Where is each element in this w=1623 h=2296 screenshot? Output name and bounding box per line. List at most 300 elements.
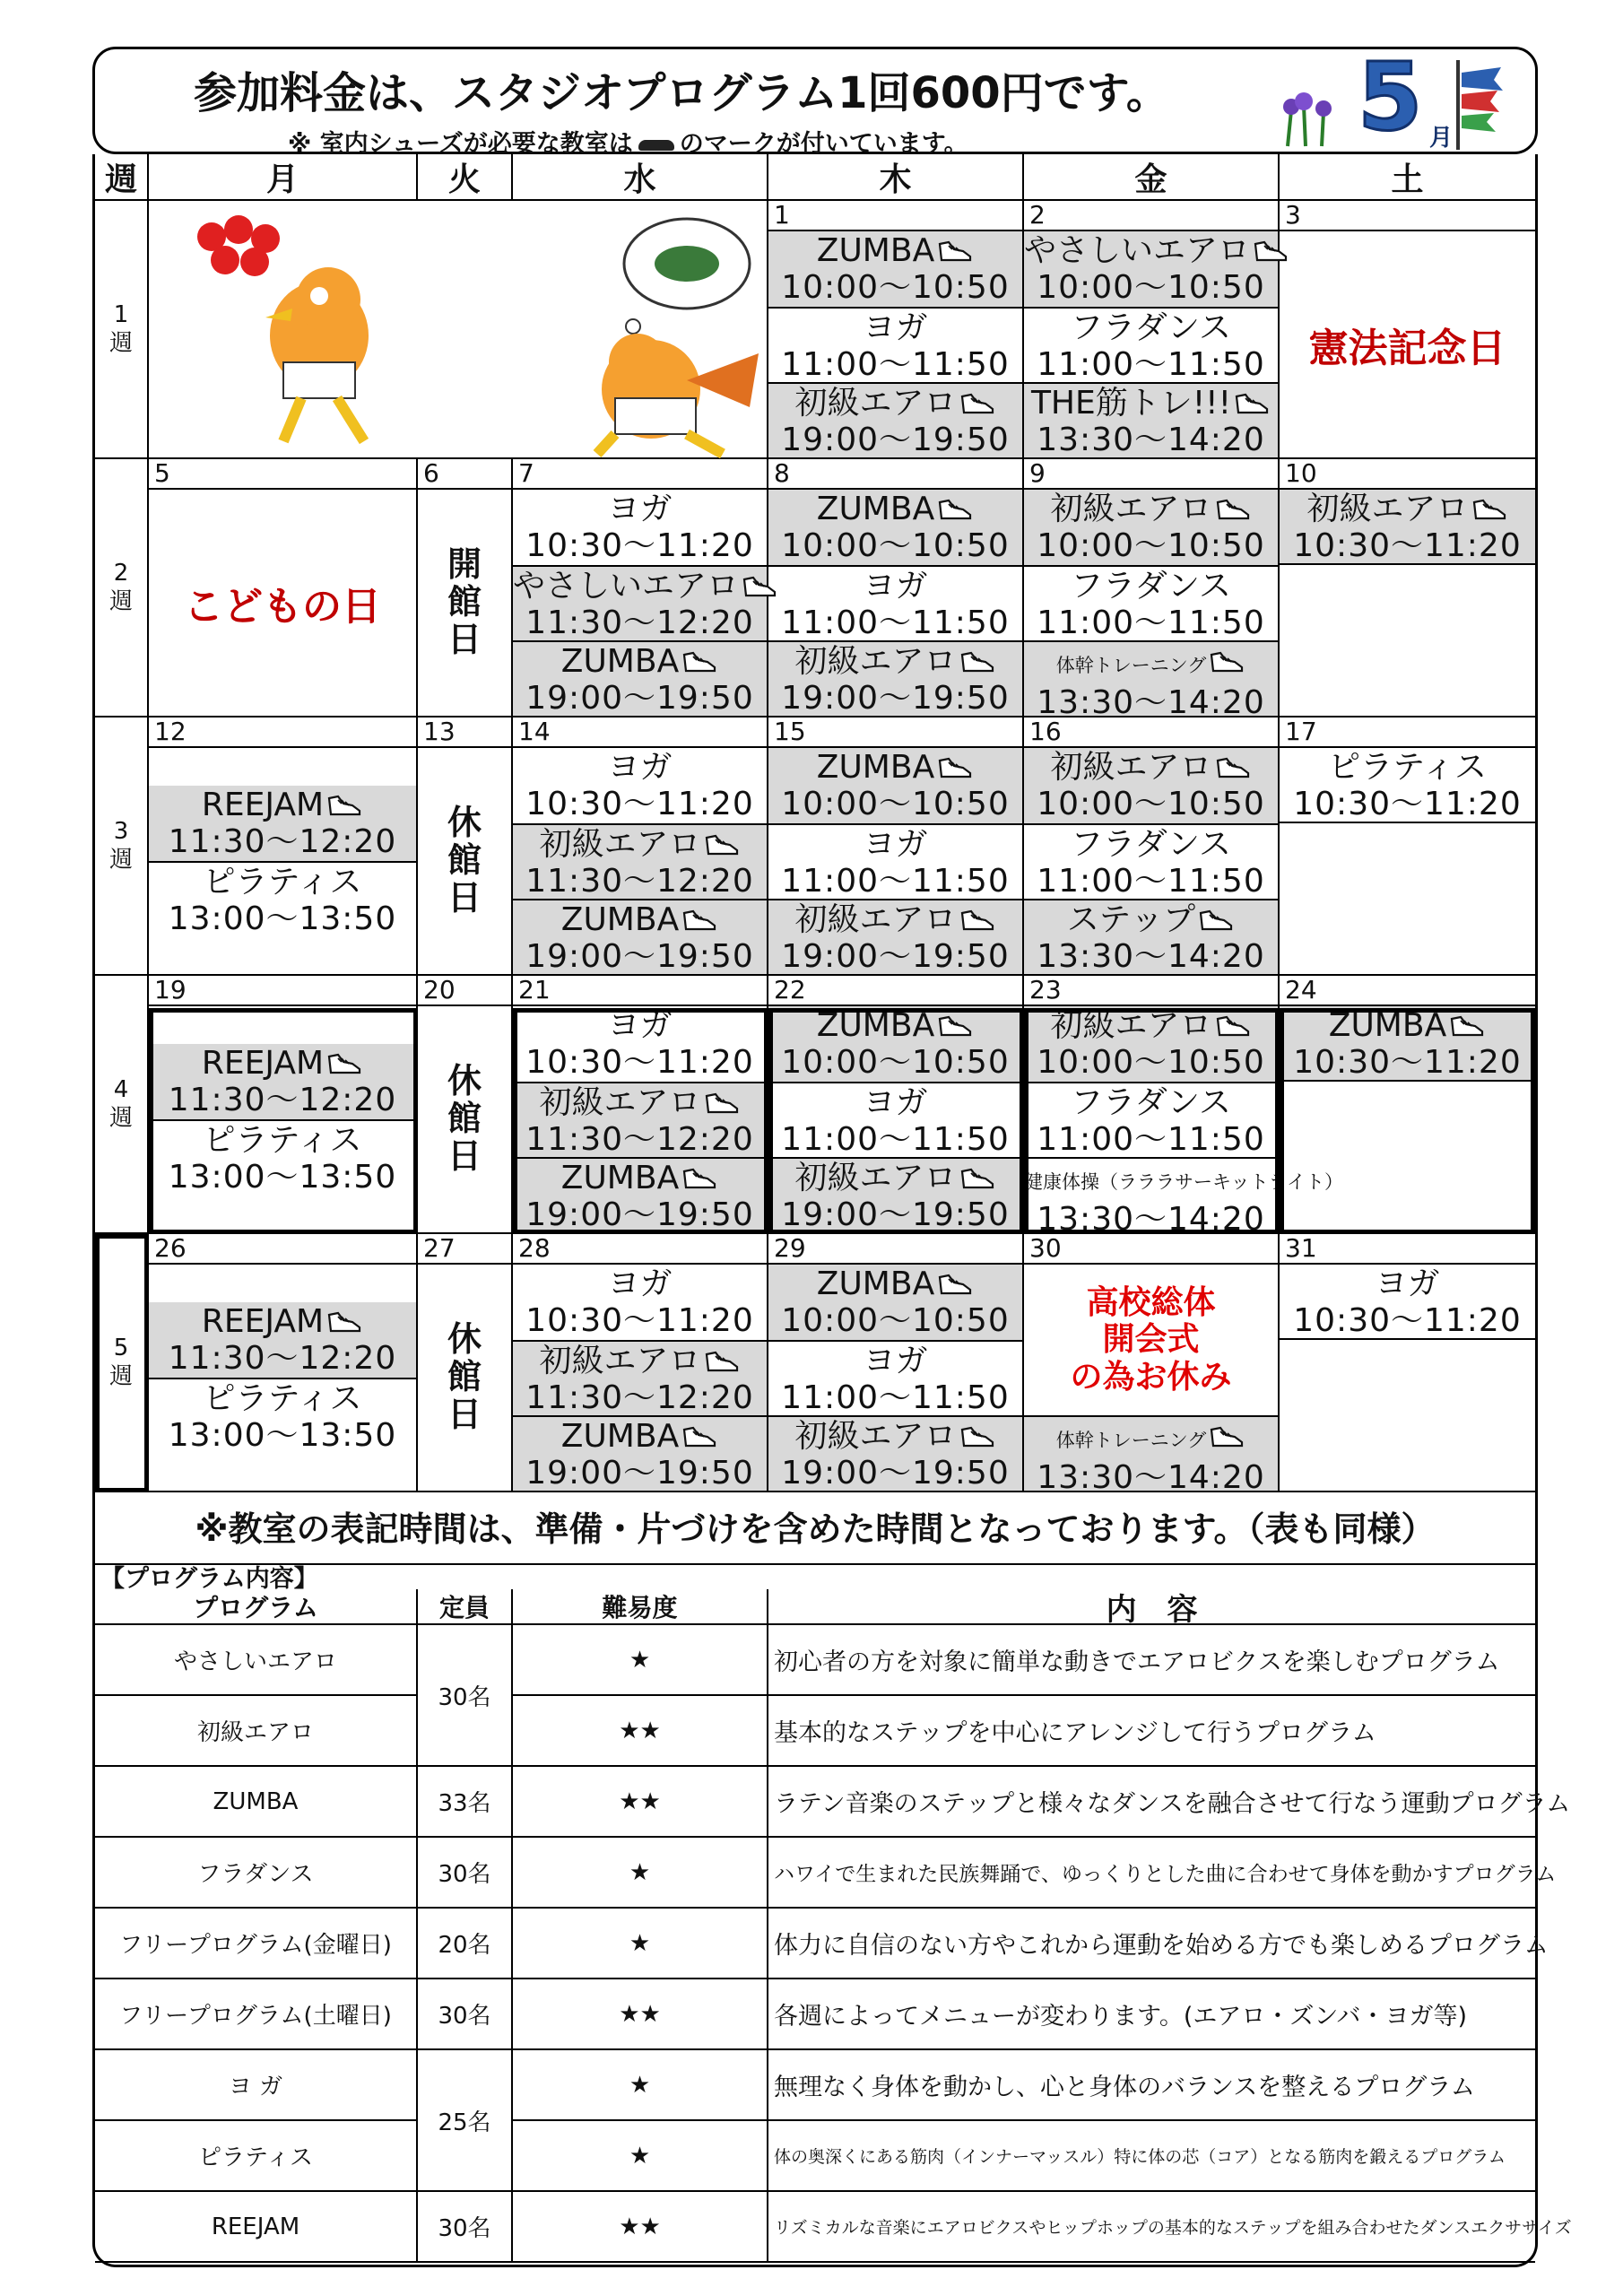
class-name-text: 初級エアロ [539,1084,701,1121]
class-name [149,1380,416,1417]
program-level: ★ [513,1838,768,1909]
class-name-text: 体幹トレーニング [1055,1430,1207,1451]
class-slot[interactable] [768,231,1022,307]
day-number: 30 [1024,1234,1278,1265]
class-name-text: フラダンス [1071,568,1231,604]
class-slot[interactable] [768,899,1022,974]
class-name-text: ステップ [1066,901,1196,938]
class-name [1280,749,1535,786]
day-cell-w4-tue [418,976,513,1234]
week-number: 4 [113,1075,129,1103]
class-slot[interactable] [768,1415,1022,1491]
week-unit: 週 [108,588,133,615]
day-number: 1 [768,201,1022,231]
class-name-text: 初級エアロ [539,1343,701,1379]
class-time: 11:00～11:50 [1037,346,1265,383]
class-name [1024,232,1278,269]
program-description: 無理なく身体を動かし、心と身体のバランスを整えるプログラム [768,2050,1535,2121]
closed-char: 休 [447,803,482,843]
week-unit: 週 [108,1105,133,1132]
class-name [513,1265,767,1302]
class-slot[interactable] [513,565,767,640]
day-number: 16 [1024,718,1278,748]
class-name-text: 初級エアロ [1050,491,1212,527]
day-body [768,1006,1022,1232]
week-label-3 [95,718,149,976]
class-slot[interactable] [149,1044,416,1119]
program-name: やさしいエアロ [95,1625,418,1696]
class-time: 10:30～11:20 [525,786,754,822]
indoor-shoe-icon [703,1349,741,1374]
program-level: ★ [513,2121,768,2192]
month-char: 月 [1429,125,1454,152]
program-description: 初心者の方を対象に簡単な動きでエアロビクスを楽しむプログラム [768,1625,1535,1696]
notice-line: の為お休み [1070,1358,1232,1396]
class-name [1024,1418,1278,1459]
month-number: 5 [1358,42,1423,152]
class-slot[interactable] [1024,231,1278,307]
class-time: 10:30～11:20 [1293,1044,1522,1081]
class-name-text: やさしいエアロ [513,568,740,604]
day-number: 7 [513,459,767,490]
class-slot[interactable] [768,1006,1022,1082]
day-cell-w3-sat [1280,718,1535,976]
closed-char: 館 [447,1357,482,1397]
class-time: 10:00～10:50 [1037,786,1265,822]
class-name [513,1007,767,1044]
class-name-text: 初級エアロ [1306,491,1469,527]
class-slot[interactable] [513,899,767,974]
day-body [1280,1006,1535,1232]
day-body [418,490,511,716]
day-body [1024,490,1278,721]
class-slot[interactable] [768,823,1022,899]
program-level: ★★ [513,1767,768,1838]
class-name-text: 体幹トレーニング [1055,655,1207,676]
class-name-text: ZUMBA [816,749,935,786]
program-description: リズミカルな音楽にエアロビクスやヒップホップの基本的なステップを組み合わせたダンスエクササイズ [768,2192,1535,2263]
indoor-shoe-icon [936,1013,974,1039]
class-time: 13:00～13:50 [168,900,397,937]
class-name-text: 初級エアロ [794,1418,957,1455]
class-slot[interactable] [513,1157,767,1232]
class-name-text: 健康体操（ラララサーキットライト） [1024,1171,1343,1193]
class-slot[interactable] [768,1340,1022,1415]
closed-char: 休 [447,1319,482,1360]
closed-char: 館 [447,840,482,881]
day-number: 8 [768,459,1022,490]
day-cell-w5-tue [418,1234,513,1492]
class-time: 13:30～14:20 [1037,1459,1265,1496]
class-time: 19:00～19:50 [525,680,754,717]
class-slot[interactable] [1280,1265,1535,1340]
class-time: 11:00～11:50 [781,346,1010,383]
page-title: 参加料金は、スタジオプログラム1回600円です。 [194,68,1169,118]
week-label-5 [95,1234,149,1492]
indoor-shoe-icon [681,1424,718,1449]
class-time: 11:30～12:20 [525,1379,754,1416]
class-name-text: ZUMBA [560,1160,680,1196]
class-slot[interactable] [1024,899,1278,974]
class-time: 19:00～19:50 [781,938,1010,975]
program-capacity: 30名 [418,1625,513,1767]
day-cell-w2-mon [149,459,418,718]
class-slot[interactable] [513,1006,767,1082]
shoe-note-suffix: のマークが付いています。 [679,130,968,158]
class-time: 13:30～14:20 [1037,422,1265,458]
class-slot[interactable] [1024,823,1278,899]
day-number: 27 [418,1234,511,1265]
class-slot[interactable] [768,1265,1022,1340]
class-slot[interactable] [1024,1006,1278,1082]
day-body [1280,490,1535,716]
class-name [768,1418,1022,1455]
col-header-6: 土 [1280,154,1535,201]
class-slot[interactable] [768,640,1022,716]
week-unit: 週 [108,1363,133,1390]
program-capacity: 25名 [418,2050,513,2192]
class-time: 10:00～10:50 [781,1302,1010,1339]
class-name [1280,1265,1535,1302]
closed-char: 日 [447,1135,482,1176]
class-slot[interactable] [768,382,1022,457]
class-name [149,787,416,823]
class-slot[interactable] [513,1415,767,1491]
indoor-shoe-icon [1208,1424,1245,1449]
program-level: ★★ [513,2192,768,2263]
day-cell-w5-sat [1280,1234,1535,1492]
class-time: 19:00～19:50 [781,1196,1010,1233]
class-name-text: 初級エアロ [1050,1007,1212,1044]
day-body [768,231,1022,457]
mascot-illustration [149,201,768,459]
class-name-text: 初級エアロ [794,385,957,422]
class-slot[interactable] [1024,382,1278,457]
class-time: 10:30～11:20 [1293,1302,1522,1339]
indoor-shoe-icon [325,793,363,818]
class-time: 10:00～10:50 [781,786,1010,822]
class-time: 11:00～11:50 [1037,863,1265,900]
class-slot[interactable] [768,565,1022,640]
class-name [1024,643,1278,684]
class-name [149,1122,416,1159]
class-name-text: フラダンス [1071,826,1231,863]
indoor-shoe-icon [1214,1013,1252,1039]
day-cell-w4-sat [1280,976,1535,1234]
day-body [149,490,416,716]
program-capacity: 30名 [418,1979,513,2050]
class-slot[interactable] [768,748,1022,823]
program-header-1: 定員 [418,1589,513,1625]
class-name-text: 初級エアロ [539,826,701,863]
closed-char: 日 [447,619,482,659]
indoor-shoe-icon [959,649,996,674]
closed-char: 日 [447,877,482,918]
program-header-2: 難易度 [513,1589,768,1625]
class-slot[interactable] [513,748,767,823]
class-name-text: ヨガ [863,1084,928,1121]
class-name [1024,309,1278,346]
program-capacity: 30名 [418,2192,513,2263]
class-name [768,491,1022,527]
class-name-text: 初級エアロ [794,643,957,680]
day-body [1024,748,1278,974]
day-cell-w5-fri [1024,1233,1280,1496]
class-name [1280,491,1535,527]
class-name [513,1084,767,1121]
class-time: 11:00～11:50 [781,1379,1010,1416]
class-name-text: ピラティス [203,864,362,900]
day-number: 3 [1280,201,1535,231]
class-time: 13:00～13:50 [168,1417,397,1454]
indoor-shoe-icon [703,832,741,857]
class-name [513,643,767,680]
week-number: 5 [113,1334,129,1361]
class-time: 11:30～12:20 [168,823,397,860]
day-body [768,1265,1022,1491]
class-name-text: ヨガ [607,1265,673,1302]
class-name [513,749,767,786]
day-cell-w1-thu [768,201,1024,459]
class-slot[interactable] [768,1082,1022,1157]
class-time: 11:00～11:50 [1037,604,1265,641]
indoor-shoe-icon [936,755,974,780]
class-slot[interactable] [149,1302,416,1378]
day-body [418,1006,511,1232]
class-slot[interactable] [1024,748,1278,823]
notice-text [1024,1265,1278,1415]
class-name [768,568,1022,604]
class-name-text: 初級エアロ [1050,749,1212,786]
col-header-1: 月 [149,154,418,201]
class-slot[interactable] [513,640,767,716]
class-name-text: ZUMBA [816,1265,935,1302]
indoor-shoe-icon [1471,497,1508,522]
shoe-note-prefix: ※ 室内シューズが必要な教室は [288,130,633,158]
class-time: 11:30～12:20 [525,1121,754,1158]
class-time: 19:00～19:50 [525,1455,754,1492]
day-number: 15 [768,718,1022,748]
class-time: 19:00～19:50 [525,938,754,975]
closed-char: 休 [447,1061,482,1101]
col-header-3: 水 [513,154,768,201]
day-cell-w5-wed [513,1234,768,1492]
program-level: ★ [513,1625,768,1696]
class-name [1024,1084,1278,1121]
class-name [1024,1160,1343,1201]
program-capacity: 20名 [418,1909,513,1979]
program-name: REEJAM [95,2192,418,2263]
day-cell-w2-thu [768,459,1024,718]
day-body [768,748,1022,974]
day-number: 21 [513,976,767,1006]
day-cell-w3-tue [418,718,513,976]
program-description: 体の奥深くにある筋肉（インナーマッスル）特に体の芯（コア）となる筋肉を鍛えるプログラム [768,2121,1535,2192]
class-name-text: REEJAM [201,1303,325,1340]
program-name: 初級エアロ [95,1696,418,1767]
day-cell-w2-tue [418,459,513,718]
program-name: ヨ ガ [95,2050,418,2121]
class-slot[interactable] [513,490,767,565]
day-cell-w2-fri [1024,458,1280,721]
class-name-text: ピラティス [203,1122,362,1159]
day-body [149,1265,416,1491]
day-number: 26 [149,1234,416,1265]
class-name [149,1045,416,1082]
class-name-text: 初級エアロ [794,1160,957,1196]
day-body [418,748,511,974]
class-name [1024,901,1278,938]
class-slot[interactable] [768,490,1022,565]
class-time: 11:30～12:20 [168,1340,397,1377]
day-number: 23 [1024,976,1278,1006]
day-cell-w5-mon [149,1234,418,1492]
class-slot[interactable] [149,786,416,861]
indoor-shoe-icon [1214,755,1252,780]
indoor-shoe-icon [959,1166,996,1191]
day-body [1280,231,1535,457]
day-number: 24 [1280,976,1535,1006]
col-header-0: 週 [95,154,149,201]
class-name-text: ZUMBA [816,232,935,269]
class-name-text: フラダンス [1071,309,1231,346]
class-name-text: ヨガ [607,491,673,527]
class-slot[interactable] [513,823,767,899]
class-name [149,864,416,900]
day-cell-w4-mon [149,976,418,1234]
program-level: ★★ [513,1696,768,1767]
class-name [1024,1007,1278,1044]
class-name [149,1303,416,1340]
class-name [513,1418,767,1455]
class-name [768,1084,1022,1121]
class-name-text: ピラティス [203,1380,362,1417]
day-cell-w1-fri [1024,201,1280,459]
class-time: 11:00～11:50 [781,863,1010,900]
program-level: ★ [513,2050,768,2121]
class-slot[interactable] [513,1082,767,1157]
class-time: 10:00～10:50 [1037,1044,1265,1081]
class-name [513,1343,767,1379]
class-name-text: REEJAM [201,787,325,823]
day-body [149,748,416,974]
indoor-shoe-icon [703,1091,741,1116]
month-badge [1279,42,1512,153]
indoor-shoe-icon [1233,391,1271,416]
class-time: 10:30～11:20 [525,1044,754,1081]
class-slot[interactable] [513,1340,767,1415]
week-number: 2 [113,559,129,587]
class-name [513,491,767,527]
class-slot[interactable] [513,1265,767,1340]
day-body [1280,748,1535,974]
day-number: 19 [149,976,416,1006]
day-cell-w4-thu [768,976,1024,1234]
notice-line: 高校総体 [1086,1283,1216,1321]
class-name-text: ZUMBA [816,1007,935,1044]
class-slot[interactable] [1024,640,1278,721]
class-time: 11:30～12:20 [525,604,754,641]
day-number: 14 [513,718,767,748]
class-slot[interactable] [1280,490,1535,565]
day-body [149,1006,416,1232]
class-slot[interactable] [1024,490,1278,565]
closed-char: 日 [447,1394,482,1434]
mascot-bird-icon [149,201,768,457]
class-slot[interactable] [1024,1157,1343,1238]
day-body [513,490,767,716]
program-description: ハワイで生まれた民族舞踊で、ゆっくりとした曲に合わせて身体を動かすプログラム [768,1838,1535,1909]
class-time: 10:30～11:20 [1293,527,1522,564]
class-slot[interactable] [149,861,416,936]
class-name [1024,749,1278,786]
time-note: ※教室の表記時間は、準備・片づけを含めた時間となっております。（表も同様） [95,1493,1535,1565]
indoor-shoe-icon [1197,908,1235,933]
day-number: 2 [1024,201,1278,231]
day-number: 6 [418,459,511,490]
class-name [768,1007,1022,1044]
class-time: 11:00～11:50 [781,604,1010,641]
class-name [768,1160,1022,1196]
header-box [92,42,1538,158]
class-name [768,232,1022,269]
class-slot[interactable] [1024,565,1278,640]
program-section-title: 【プログラム内容】 [100,1565,318,1593]
day-body [1024,231,1278,457]
indoor-shoe-icon [936,1272,974,1297]
class-name [513,568,767,604]
class-slot[interactable] [768,1157,1022,1232]
indoor-shoe-icon [936,497,974,522]
class-slot[interactable] [1280,748,1535,823]
class-name [768,901,1022,938]
class-name [1280,1007,1535,1044]
closed-char: 開 [447,544,482,585]
closed-char: 館 [447,582,482,622]
program-capacity: 30名 [418,1838,513,1909]
program-description: 基本的なステップを中心にアレンジして行うプログラム [768,1696,1535,1767]
day-body [513,748,767,974]
program-name: フリープログラム(金曜日) [95,1909,418,1979]
program-level: ★★ [513,1979,768,2050]
class-slot[interactable] [1024,307,1278,382]
class-slot[interactable] [1280,1006,1535,1082]
class-slot[interactable] [149,1119,416,1195]
class-slot[interactable] [768,307,1022,382]
day-number: 22 [768,976,1022,1006]
week-label-4 [95,976,149,1234]
class-time: 10:00～10:50 [781,269,1010,306]
day-number: 13 [418,718,511,748]
class-time: 13:00～13:50 [168,1159,397,1196]
class-name-text: フラダンス [1071,1084,1231,1121]
class-name-text: REEJAM [201,1045,325,1082]
class-name-text: ヨガ [607,749,673,786]
class-name [513,901,767,938]
program-name: ZUMBA [95,1767,418,1838]
class-time: 10:00～10:50 [1037,527,1265,564]
indoor-shoe-icon [936,239,974,264]
class-slot[interactable] [149,1378,416,1453]
class-time: 19:00～19:50 [781,422,1010,458]
week-label-2 [95,459,149,718]
indoor-shoe-icon [1448,1013,1486,1039]
class-time: 10:30～11:20 [525,1302,754,1339]
class-time: 19:00～19:50 [525,1196,754,1233]
day-number: 9 [1024,459,1278,490]
class-slot[interactable] [1024,1082,1278,1157]
class-slot[interactable] [1024,1415,1278,1496]
